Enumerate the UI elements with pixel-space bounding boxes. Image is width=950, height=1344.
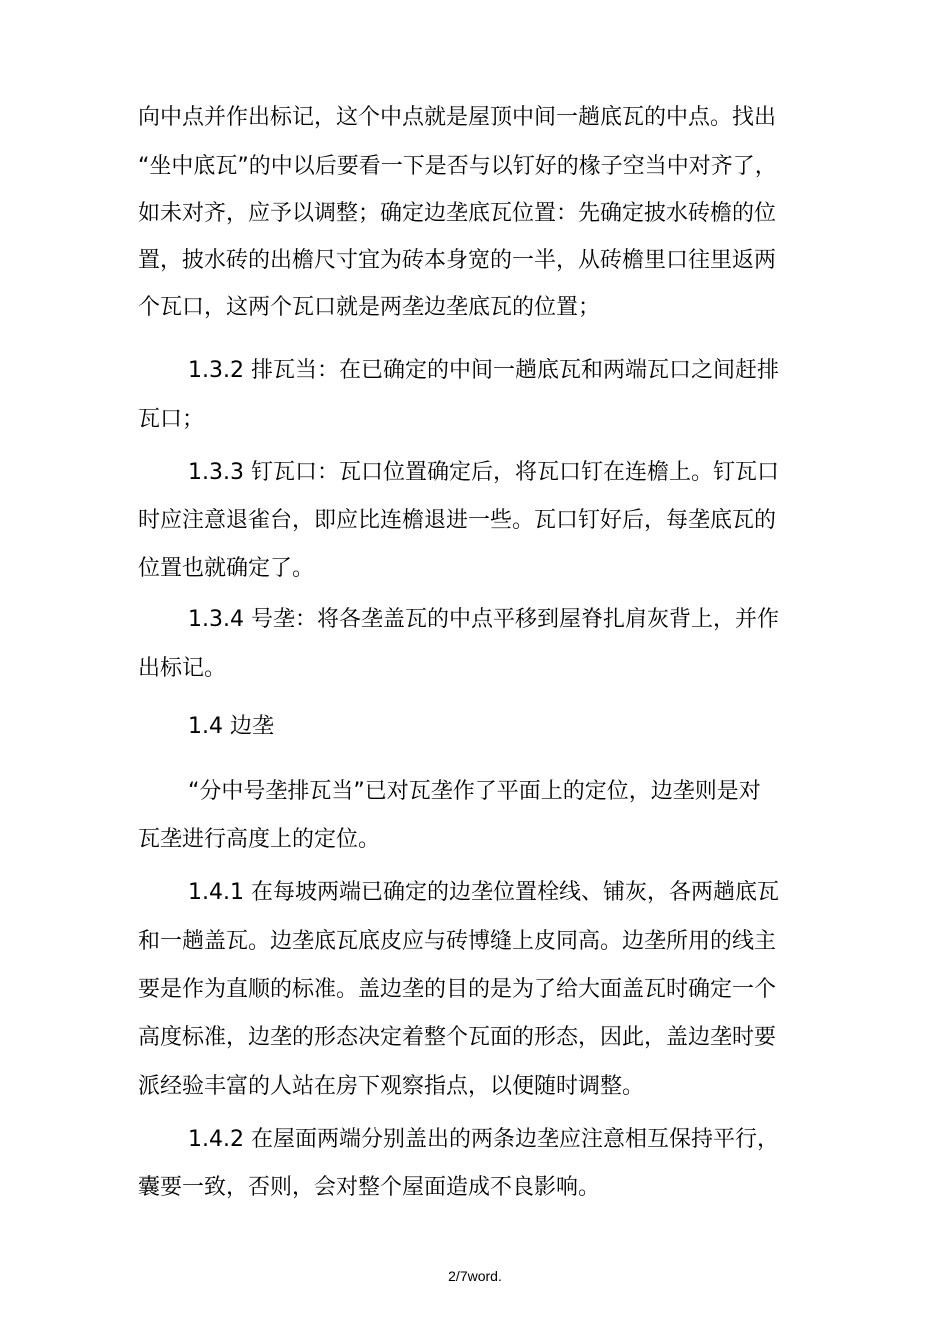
text-line: 置，披水砖的出檐尺寸宜为砖本身宽的一半，从砖檐里口往里返两 (138, 248, 777, 273)
text-line: “分中号垄排瓦当”已对瓦垄作了平面上的定位，边垄则是对 (188, 779, 761, 804)
text-line: 时应注意退雀台，即应比连檐退进一些。瓦口钉好后，每垄底瓦的 (138, 508, 777, 533)
text-line: 高度标准，边垄的形态决定着整个瓦面的形态，因此，盖边垄时要 (138, 1025, 777, 1050)
text-line: 位置也就确定了。 (138, 556, 315, 581)
section-1-4-1-line: 1.4.1 在每坡两端已确定的边垄位置栓线、铺灰，各两趟底瓦 (188, 880, 779, 905)
page-number: 2/7word. (448, 1268, 502, 1284)
text-line: 出标记。 (138, 656, 227, 681)
text-line: 派经验丰富的人站在房下观察指点，以便随时调整。 (138, 1074, 645, 1099)
text-line: 囊要一致，否则，会对整个屋面造成不良影响。 (138, 1175, 601, 1200)
text-line: 瓦口； (138, 407, 205, 432)
text-line: 向中点并作出标记，这个中点就是屋顶中间一趟底瓦的中点。找出 (138, 105, 777, 130)
text-line: 和一趟盖瓦。边垄底瓦底皮应与砖博缝上皮同高。边垄所用的线主 (138, 929, 777, 954)
section-1-3-2-line: 1.3.2 排瓦当：在已确定的中间一趟底瓦和两端瓦口之间赶排 (188, 358, 779, 383)
section-1-3-3-line: 1.3.3 钉瓦口：瓦口位置确定后，将瓦口钉在连檐上。钉瓦口 (188, 460, 779, 485)
text-line: 瓦垄进行高度上的定位。 (138, 827, 381, 852)
text-line: “坐中底瓦”的中以后要看一下是否与以钉好的椽子空当中对齐了， (138, 154, 777, 179)
section-heading-1-4: 1.4 边垄 (188, 714, 274, 739)
section-1-4-2-line: 1.4.2 在屋面两端分别盖出的两条边垄应注意相互保持平行， (188, 1127, 779, 1152)
text-line: 个瓦口，这两个瓦口就是两垄边垄底瓦的位置； (138, 295, 601, 320)
section-1-3-4-line: 1.3.4 号垄：将各垄盖瓦的中点平移到屋脊扎肩灰背上，并作 (188, 607, 779, 632)
text-line: 如未对齐，应予以调整；确定边垄底瓦位置：先确定披水砖檐的位 (138, 201, 777, 226)
text-line: 要是作为直顺的标准。盖边垄的目的是为了给大面盖瓦时确定一个 (138, 977, 777, 1002)
